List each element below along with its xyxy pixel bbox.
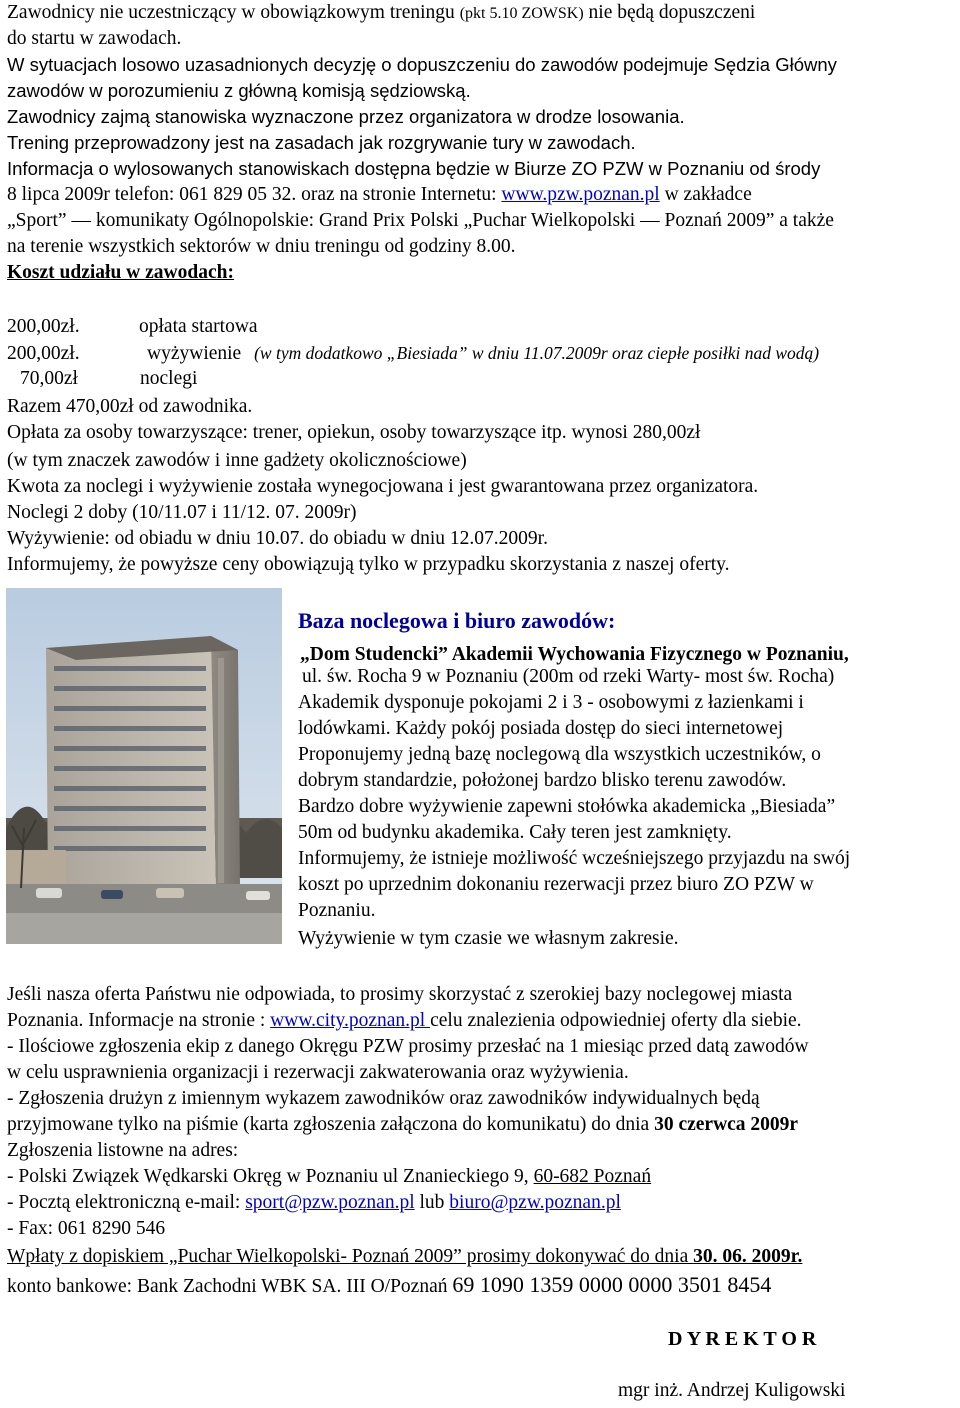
text-line: - Ilościowe zgłoszenia ekip z danego Okręgu PZW prosimy przesłać na 1 miesiąc przed datą zawodów (7, 1036, 809, 1057)
text-line (7, 1164, 651, 1190)
text-segment: - Pocztą elektroniczną e-mail: (7, 1192, 246, 1213)
biuro-email-link[interactable]: biuro@pzw.poznan.pl (449, 1192, 621, 1213)
payment-deadline: 30. 06. 2009r. (693, 1246, 803, 1267)
bank-account-number: 69 1090 1359 0000 0000 3501 8454 (452, 1272, 772, 1297)
cost-amount: 70,00zł (20, 368, 78, 389)
cost-amount: 200,00zł. (7, 316, 80, 337)
cost-label: opłata startowa (139, 316, 258, 337)
text-line (7, 1112, 798, 1138)
pzw-website-link[interactable]: www.pzw.poznan.pl (501, 184, 660, 205)
cost-amount: 200,00zł. (7, 343, 80, 364)
text-line: zawodów w porozumieniu z główną komisją sędziowską. (7, 80, 471, 101)
text-segment: (pkt 5.10 ZOWSK) (459, 5, 584, 22)
text-line: - Zgłoszenia drużyn z imiennym wykazem zawodników oraz zawodników indywidualnych będą (7, 1088, 760, 1109)
text-line: Poznaniu. (298, 900, 376, 921)
text-line: Wyżywienie w tym czasie we własnym zakresie. (298, 928, 679, 949)
text-line: do startu w zawodach. (7, 28, 182, 49)
text-line: Trening przeprowadzony jest na zasadach jak rozgrywanie tury w zawodach. (7, 132, 636, 153)
text-line: ul. św. Rocha 9 w Poznaniu (200m od rzeki Warty- most św. Rocha) (302, 666, 835, 687)
text-line: 50m od budynku akademika. Cały teren jest zamknięty. (298, 822, 732, 843)
text-line: Bardzo dobre wyżywienie zapewni stołówka akademicka „Biesiada” (298, 796, 836, 817)
cost-heading: Koszt udziału w zawodach: (7, 262, 234, 283)
text-segment: Poznania. Informacje na stronie : (7, 1010, 271, 1031)
text-line (7, 1244, 802, 1270)
text-line: - Fax: 061 8290 546 (7, 1218, 166, 1239)
text-line: Akademik dysponuje pokojami 2 i 3 - osobowymi z łazienkami i (298, 692, 804, 713)
cost-row (7, 340, 819, 367)
cost-label: wyżywienie (147, 343, 242, 364)
text-line: dobrym standardzie, położonej bardzo blisko terenu zawodów. (298, 770, 787, 791)
text-line: Opłata za osoby towarzyszące: trener, opiekun, osoby towarzyszące itp. wynosi 280,00zł (7, 422, 701, 443)
city-website-link[interactable]: www.city.poznan.pl (270, 1010, 431, 1031)
text-line: Informujemy, że istnieje możliwość wcześniejszego przyjazdu na swój (298, 848, 851, 869)
text-line: Zawodnicy zajmą stanowiska wyznaczone przez organizatora w drodze losowania. (7, 106, 685, 127)
text-line: „Sport” — komunikaty Ogólnopolskie: Grand Prix Polski „Puchar Wielkopolski — Poznań 2009” a także (7, 210, 834, 231)
text-segment: w zakładce (659, 184, 752, 205)
sport-email-link[interactable]: sport@pzw.poznan.pl (245, 1192, 415, 1213)
text-line (7, 0, 755, 27)
text-line: Zgłoszenia listowne na adres: (7, 1140, 239, 1161)
text-segment: konto bankowe: Bank Zachodni WBK SA. III O/Poznań (7, 1276, 453, 1297)
text-segment: celu znalezienia odpowiedniej oferty dla siebie. (430, 1010, 802, 1031)
text-line: na terenie wszystkich sektorów w dniu treningu od godziny 8.00. (7, 236, 516, 257)
text-line (7, 182, 752, 208)
lodging-heading: Baza noclegowa i biuro zawodów: (298, 608, 616, 633)
text-line (7, 1190, 621, 1216)
cost-row (20, 366, 197, 392)
deadline-date: 30 czerwca 2009r (654, 1114, 799, 1135)
text-line: (w tym znaczek zawodów i inne gadżety okolicznościowe) (7, 450, 467, 471)
text-segment: 8 lipca 2009r telefon: 061 829 05 32. oraz na stronie Internetu: (7, 184, 502, 205)
text-line: Informujemy, że powyższe ceny obowiązują tylko w przypadku skorzystania z naszej oferty. (7, 554, 730, 575)
cost-row (7, 314, 258, 340)
text-line: Wyżywienie: od obiadu w dniu 10.07. do obiadu w dniu 12.07.2009r. (7, 528, 548, 549)
dormitory-photo (6, 588, 282, 944)
text-line: Kwota za noclegi i wyżywienie została wynegocjowana i jest gwarantowana przez organizatora. (7, 476, 759, 497)
text-line: Informacja o wylosowanych stanowiskach dostępna będzie w Biurze ZO PZW w Poznaniu od środy (7, 158, 821, 179)
text-line (7, 1008, 802, 1034)
text-line: Jeśli nasza oferta Państwu nie odpowiada, to prosimy skorzystać z szerokiej bazy noclegowej miasta (7, 984, 793, 1005)
cost-note: (w tym dodatkowo „Biesiada” w dniu 11.07.2009r oraz ciepłe posiłki nad wodą) (254, 343, 820, 363)
postal-code: 60-682 Poznań (533, 1166, 652, 1187)
text-line: Noclegi 2 doby (10/11.07 i 11/12. 07. 2009r) (7, 502, 357, 523)
lodging-venue: „Dom Studencki” Akademii Wychowania Fizycznego w Poznaniu, (300, 644, 849, 665)
cost-total: Razem 470,00zł od zawodnika. (7, 396, 253, 417)
dormitory-building-image (6, 588, 282, 944)
signature-name: mgr inż. Andrzej Kuligowski (618, 1380, 846, 1401)
text-line: W sytuacjach losowo uzasadnionych decyzję o dopuszczeniu do zawodów podejmuje Sędzia Główny (7, 54, 837, 75)
text-segment: - Polski Związek Wędkarski Okręg w Poznaniu ul Znanieckiego 9, (7, 1166, 534, 1187)
cost-label: noclegi (140, 368, 198, 389)
text-line: Proponujemy jedną bazę noclegową dla wszystkich uczestników, o (298, 744, 821, 765)
signature-title: D Y R E K T O R (668, 1328, 817, 1350)
text-segment: Zawodnicy nie uczestniczący w obowiązkowym treningu (7, 2, 455, 23)
text-segment: lub (414, 1192, 450, 1213)
text-line: lodówkami. Każdy pokój posiada dostęp do sieci internetowej (298, 718, 784, 739)
text-line: w celu usprawnienia organizacji i rezerwacji zakwaterowania oraz wyżywienia. (7, 1062, 629, 1083)
text-segment: przyjmowane tylko na piśmie (karta zgłoszenia załączona do komunikatu) do dnia (7, 1114, 655, 1135)
text-segment: Wpłaty z dopiskiem „Puchar Wielkopolski- Poznań 2009” prosimy dokonywać do dnia (7, 1246, 694, 1267)
text-line: koszt po uprzednim dokonaniu rezerwacji przez biuro ZO PZW w (298, 874, 814, 895)
text-line (7, 1272, 771, 1300)
text-segment: nie będą dopuszczeni (588, 2, 756, 23)
